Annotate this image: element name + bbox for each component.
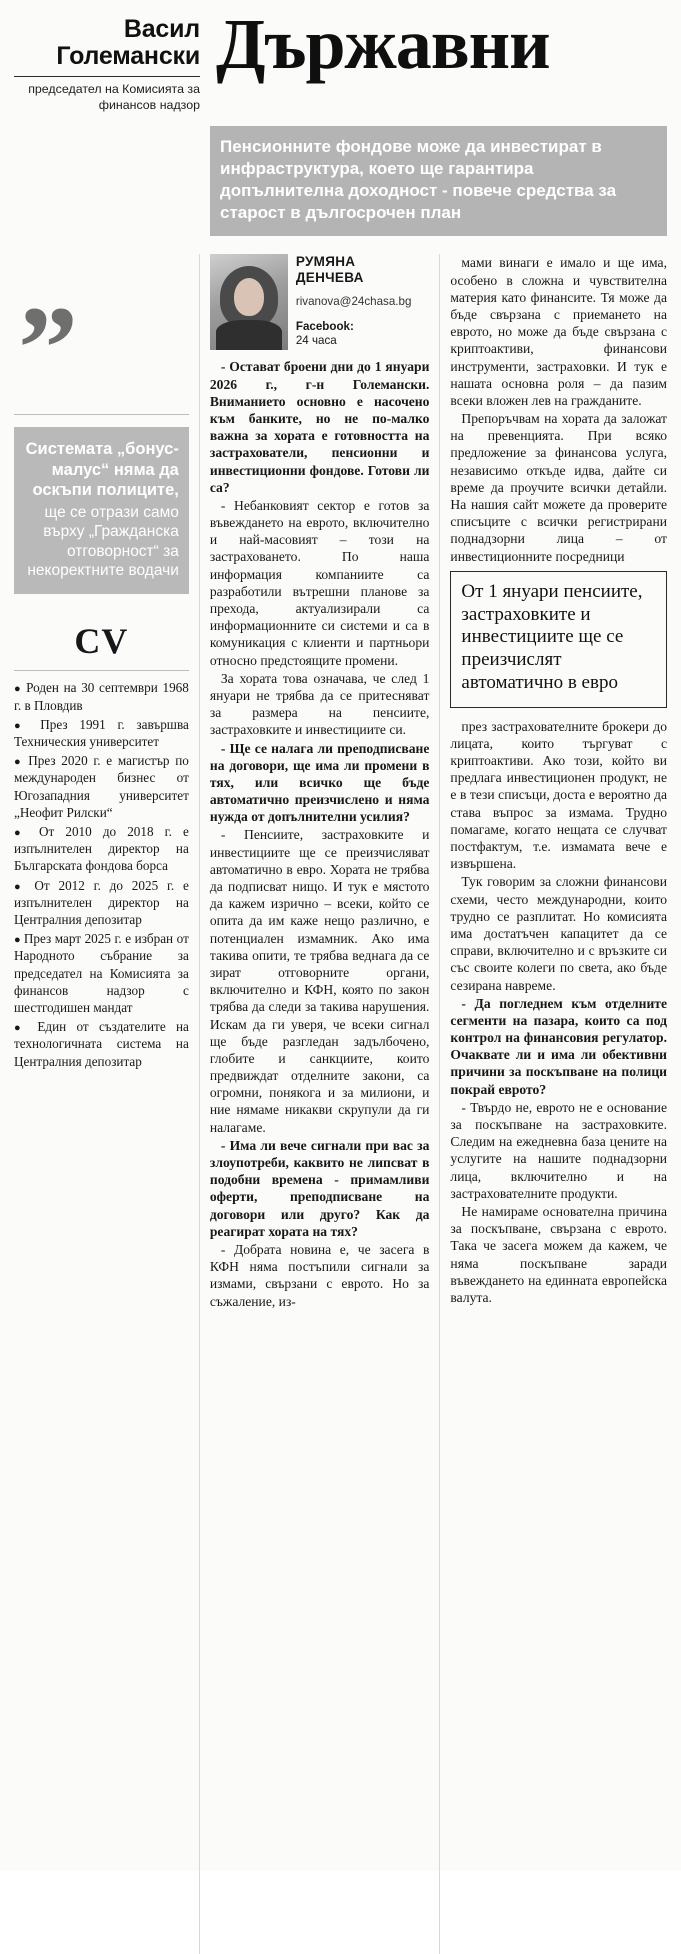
page-title: Държавни: [216, 4, 550, 84]
list-item: [14, 752, 189, 821]
headline-row: [14, 126, 667, 246]
interviewer-meta: [296, 254, 412, 350]
pull-quote-box: [14, 427, 189, 594]
middle-column: [199, 254, 440, 1954]
paragraph: - Да погледнем към отделните сегменти на пазара, които са под контрол на финансовия регулатор. Очаквате ли и има ли обективни причини за поскъпване на полици покрай еврото?: [450, 995, 667, 1097]
facebook-value: 24 часа: [295, 334, 337, 348]
headline-spacer: [14, 126, 200, 246]
interviewer-email[interactable]: rivanova@24chasa.bg: [295, 295, 412, 309]
left-divider-1: [14, 414, 189, 415]
author-role: председател на Комисията за финансов надзор: [28, 82, 200, 112]
paragraph: мами винаги е имало и ще има, особено в сложна и чувствителна материя като финансите. Тя може да бъде свързана с приемането на еврото, но може да бъде свързана с криптоактиви, финансови инструменти, застраховки. И тук е нашата основна роля – да пазим всеки вложен лев на гражданите.: [450, 255, 667, 408]
cv-item-text: От 2012 г. до 2025 г. е изпълнителен директор на Централния депозитар: [14, 877, 189, 927]
bullet-icon: ●: [14, 934, 24, 947]
paragraph: - Остават броени дни до 1 януари 2026 г., г-н Големански. Вниманието основно е насочено към банките, но не по-малко важна за хората е готовността на застрахователи, пенсионни и инвестиционни фондове. Готови ли са?: [209, 359, 430, 495]
pull-quote-strong: Системата „бонус-малус“ няма да оскъпи полиците,: [25, 440, 179, 499]
paragraph: - Небанковият сектор е готов за въвеждането на еврото, включително и най-масовият – този на застраховането. По наша информация компаниите са разработили вътрешни планове за прехода, актуализирали са информационните си системи и са в комуникация с клиенти и партньори относно предстоящите промени.: [209, 497, 430, 668]
right-column: [439, 254, 667, 1954]
list-item: [14, 679, 189, 713]
list-item: [14, 877, 189, 929]
list-item: [14, 823, 189, 875]
byline-divider: [14, 76, 200, 77]
headline-band-wrap: [200, 126, 667, 246]
inset-quote-box: От 1 януари пенсиите, застраховките и инвестициите ще се преизчислят автоматично в евро: [450, 571, 667, 708]
paragraph: - Ще се налага ли преподписване на договори, ще има ли промени в тях, или всичко ще бъде автоматично преизчислено и няма нужда от допълнителни усилия?: [209, 740, 430, 825]
cv-divider: [14, 670, 189, 671]
interviewer-name-line2: ДЕНЧЕВА: [295, 269, 364, 285]
article-body: [14, 254, 667, 1954]
author-name-line2: Големански: [56, 41, 200, 70]
list-item: [14, 716, 189, 750]
avatar-body: [216, 320, 282, 350]
interviewer-name-line1: РУМЯНА: [295, 254, 356, 270]
cv-item-text: През 1991 г. завършва Техническия университет: [14, 716, 189, 749]
avatar-face: [234, 278, 264, 316]
cv-item-text: Роден на 30 септември 1968 г. в Пловдив: [14, 680, 189, 713]
bullet-icon: ●: [14, 719, 41, 732]
cv-item-text: През 2020 г. е магистър по международен бизнес от Югозападния университет „Неофит Рилски“: [14, 753, 189, 820]
byline-block: [14, 16, 210, 114]
author-name-line1: Васил: [123, 15, 200, 43]
paragraph: Тук говорим за сложни финансови схеми, често международни, които трудно се разплитат. Но комисията има достатъчен капацитет да се справи, включително и с връзките си със своите колеги по света, ако бъде сезирана навреме.: [450, 874, 667, 993]
bullet-icon: ●: [14, 683, 27, 696]
masthead: [14, 4, 667, 126]
paragraph: през застрахователните брокери до лицата, които търгуват с криптоактиви. Ако този, който ви предлага инвестиционен продукт, не е в тези списъци, доста е вероятно да става въпрос за измама. Трудно помагаме, когато нещата се случват постфактум, т.е. измамата вече е извършена.: [450, 718, 667, 872]
cv-item-text: От 2010 до 2018 г. е изпълнителен директор на Българската фондова борса: [14, 823, 189, 874]
facebook-label: Facebook:: [295, 319, 354, 333]
interviewer-block: [210, 254, 430, 350]
quote-mark-icon: ”: [18, 281, 78, 415]
avatar: [210, 254, 288, 350]
paragraph: - Има ли вече сигнали при вас за злоупотреби, каквито не липсват в подобни времена - примамливи оферти, преподписване на договори или друго? Как да реагират хората на тях?: [209, 1137, 430, 1239]
paragraph: - Добрата новина е, че засега в КФН няма постъпили сигнали за измами, свързани с еврото. Но за съжаление, из-: [209, 1241, 430, 1309]
article-headline: Пенсионните фондове може да инвестират в инфраструктура, което ще гарантира допълнителна доходност - повече средства за старост в дългосрочен план: [210, 126, 667, 236]
cv-list: [14, 679, 189, 1069]
bullet-icon: ●: [14, 756, 29, 769]
bullet-icon: ●: [14, 826, 39, 839]
bullet-icon: ●: [14, 880, 35, 893]
cv-item-text: През март 2025 г. е избран от Народното събрание за председател на Комисията за финансов надзор с шестгодишен мандат: [14, 931, 189, 1015]
paragraph: - Твърдо не, еврото не е основание за поскъпване на застраховките. Следим на ежедневна база цените на услугите на нашите поднадзорни лица, включително и на застрахователните продукти.: [450, 1099, 667, 1201]
interviewer-facebook: [296, 320, 412, 349]
left-column: [14, 254, 199, 1954]
paragraph: Препоръчвам на хората да заложат на превенцията. При всяко предложение за финансова услуга, независимо откъде идва, дайте си време да проучите всички детайли. На нашия сайт можете да проверите списъците с всички регистрирани поднадзорни лица – от инвестиционните посредници: [450, 411, 667, 564]
paragraph: За хората това означава, че след 1 януари не трябва да се притесняват за размера на пенсиите, застраховките и инвестициите си.: [209, 670, 430, 738]
cv-item-text: Един от създателите на технологичната система на Централния депозитар: [14, 1019, 189, 1069]
paragraph: Не намираме основателна причина за поскъпване, свързана с еврото. Така че засега можем да кажем, че няма поскъпване заради въвеждането на единната европейска валута.: [450, 1203, 667, 1305]
bullet-icon: ●: [14, 1022, 38, 1035]
list-item: [14, 930, 189, 1016]
cv-title: CV: [74, 621, 129, 662]
paragraph: - Пенсиите, застраховките и инвестициите ще се преизчисляват автоматично в евро. Хората не трябва да подписват нищо. И тук е мястото да кажем изрично – всеки, който се опита да им каже нещо различно, е потенциален измамник. Ако има такива опити, те трябва веднага да се зират отговорните органи, включително и КФН, която по закон трябва да следи за такива нарушения. Искам да ги уверя, че всеки сигнал ще бъде разгледан задълбочено, глобите и санкциите, които предвиждат отделните закони, са огромни, понякога и за милиони, и ние нямаме никакви скрупули да ги налагаме.: [209, 827, 430, 1135]
pull-quote-rest: ще се отрази само върху „Гражданска отговорност“ за некоректните водачи: [27, 503, 179, 579]
list-item: [14, 1018, 189, 1070]
